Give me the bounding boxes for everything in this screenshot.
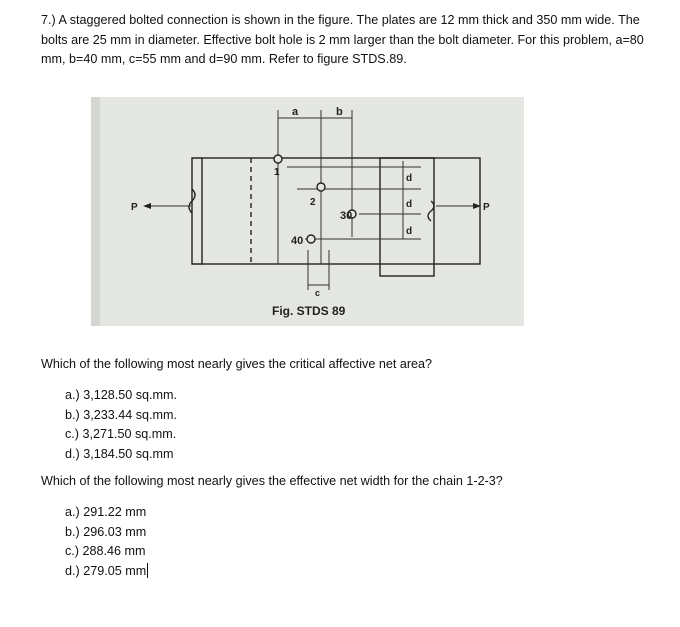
question-2: Which of the following most nearly gives the effective net width for the chain 1-2-3? [41,474,503,488]
q2-option-b: b.) 296.03 mm [65,524,147,539]
q1-option-c: c.) 3,271.50 sq.mm. [65,427,177,441]
q2-option-a: a.) 291.22 mm [65,505,147,519]
q2-option-c: c.) 288.46 mm [65,544,146,558]
bolt-hole-1 [274,155,282,163]
q1-option-d: d.) 3,184.50 sq.mm [65,446,174,461]
problem-statement: 7.) A staggered bolted connection is shown in the figure. The plates are 12 mm thick and 350 mm wide. The bolts are 25 mm in diameter. Effective bolt hole is 2 mm larger than the bolt diameter. For this problem, a=80 mm, b=40 mm, c=55 mm and d=90 mm. Refer to figure STDS.89. [41,13,644,66]
question-2-options [65,503,148,581]
bolt-hole-2 [317,183,325,191]
photo-edge [91,97,100,326]
question-1-options [65,386,177,464]
dim-a-label: a [292,106,299,118]
right-load-label: P [483,202,490,213]
figure-stds-89 [91,97,524,326]
figure-caption: Fig. STDS 89 [272,304,346,318]
right-break-line [428,201,434,221]
left-load-label: P [131,202,138,213]
q1-option-a: a.) 3,128.50 sq.mm. [65,388,177,402]
bolt-4-label: 40 [291,235,304,247]
q1-option-b: b.) 3,233.44 sq.mm. [65,407,177,422]
q2-option-d[interactable] [65,562,148,582]
text-cursor [147,563,148,578]
left-arrowhead [143,203,151,209]
dim-d-label-3: d [406,226,413,237]
bolt-3-label: 30 [340,210,353,222]
dim-d-label-1: d [406,173,413,184]
bolt-2-label: 2 [310,197,316,208]
q2-option-d-text: d.) 279.05 mm [65,563,147,578]
connection-diagram [91,97,524,326]
question-1: Which of the following most nearly gives the critical affective net area? [41,357,433,371]
bolt-1-label: 1 [274,167,280,178]
dim-c-label: c [315,288,321,298]
dim-d-label-2: d [406,199,413,210]
left-plate-outline [192,158,202,264]
bolt-hole-4 [307,235,315,243]
dim-b-label: b [336,106,343,118]
